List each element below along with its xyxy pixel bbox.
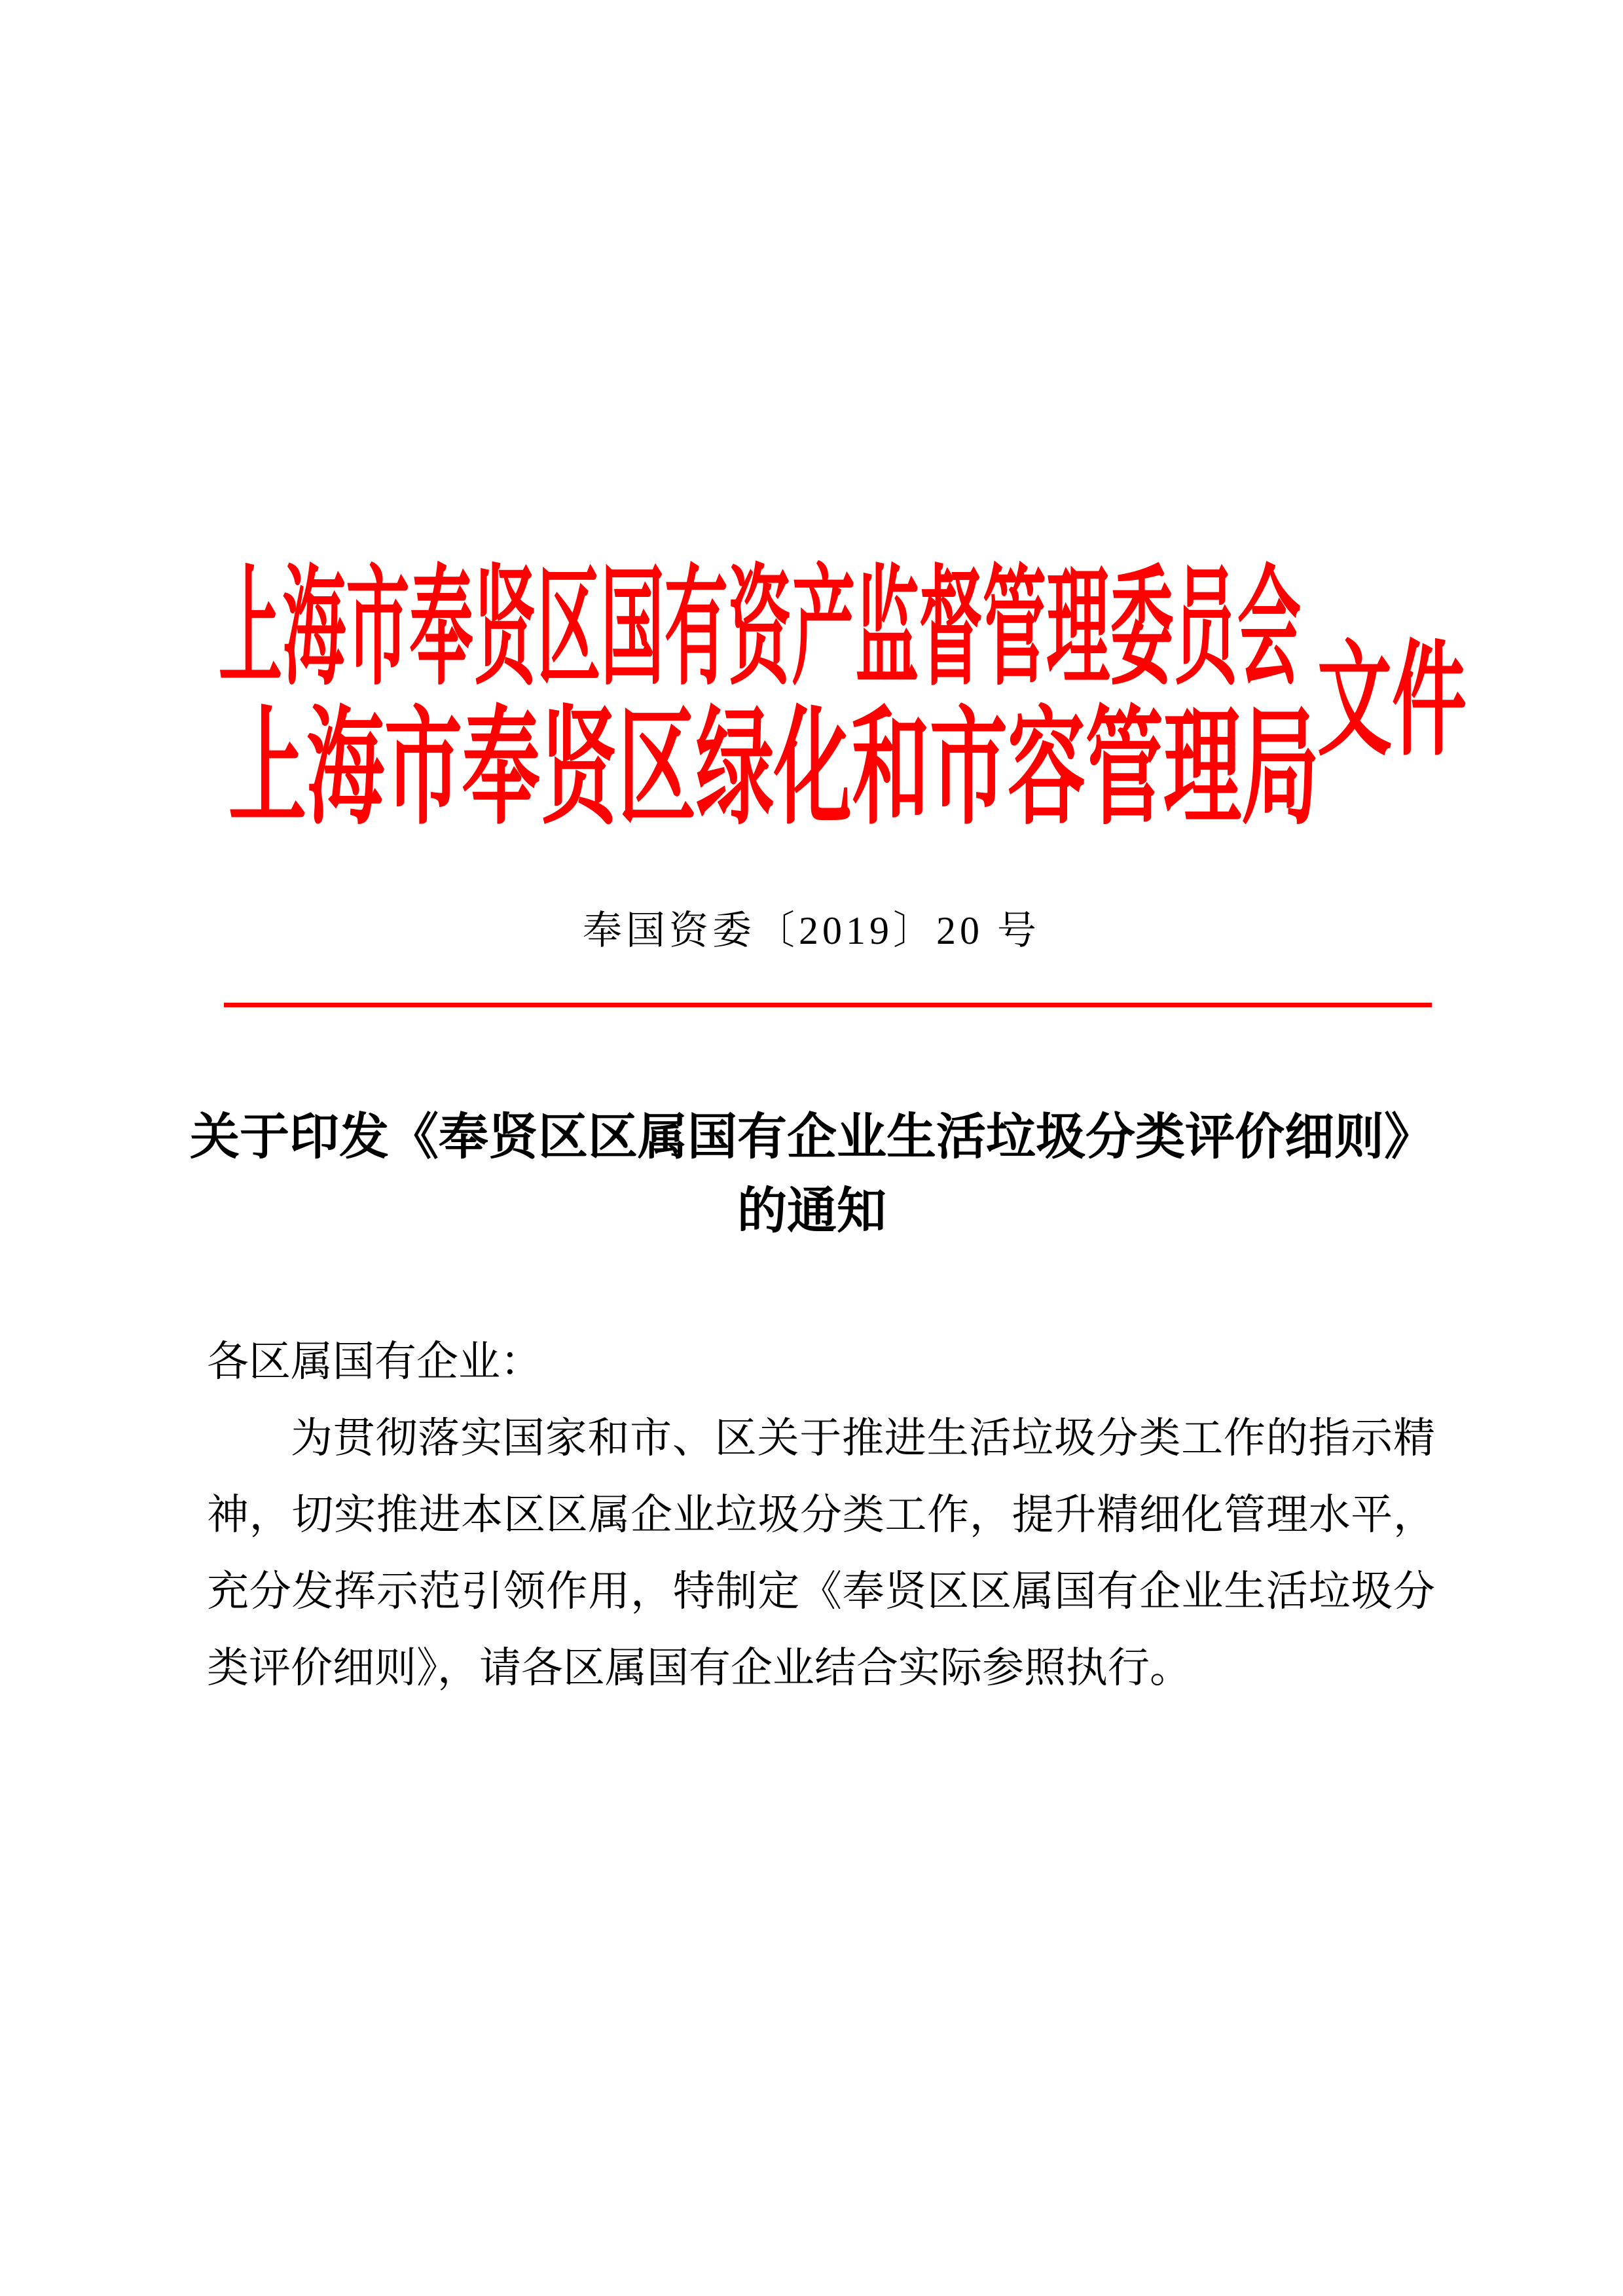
letterhead-agency-line-2: 上 海 市 奉 贤 区 绿 化 和 市 容 管 理 局 xyxy=(228,698,1319,840)
body-paragraph: 为贯彻落实国家和市、区关于推进生活垃圾分类工作的指示精神，切实推进本区区属企业垃圾分类工作，提升精细化管理水平，充分发挥示范引领作用，特制定《奉贤区区属国有企业生活垃圾分类评价细则》，请各区属国有企业结合实际参照执行。 xyxy=(207,1415,1435,1691)
document-body xyxy=(207,1323,1435,1706)
red-separator-rule xyxy=(224,1003,1432,1007)
document-type-mark: 文 件 xyxy=(1317,632,1467,771)
reference-number: 奉国资委〔2019〕20 号 xyxy=(583,909,1040,952)
document-title-line-1: 关于印发《奉贤区区属国有企业生活垃圾分类评价细则》 xyxy=(190,1110,1434,1165)
document-title-line-2: 的通知 xyxy=(737,1184,886,1239)
salutation: 各区属国有企业： xyxy=(207,1338,542,1385)
document-title xyxy=(183,1101,1440,1249)
letterhead-agency-line-1: 上 海 市 奉 贤 区 国 有 资 产 监 督 管 理 委 员 会 xyxy=(219,557,1301,701)
